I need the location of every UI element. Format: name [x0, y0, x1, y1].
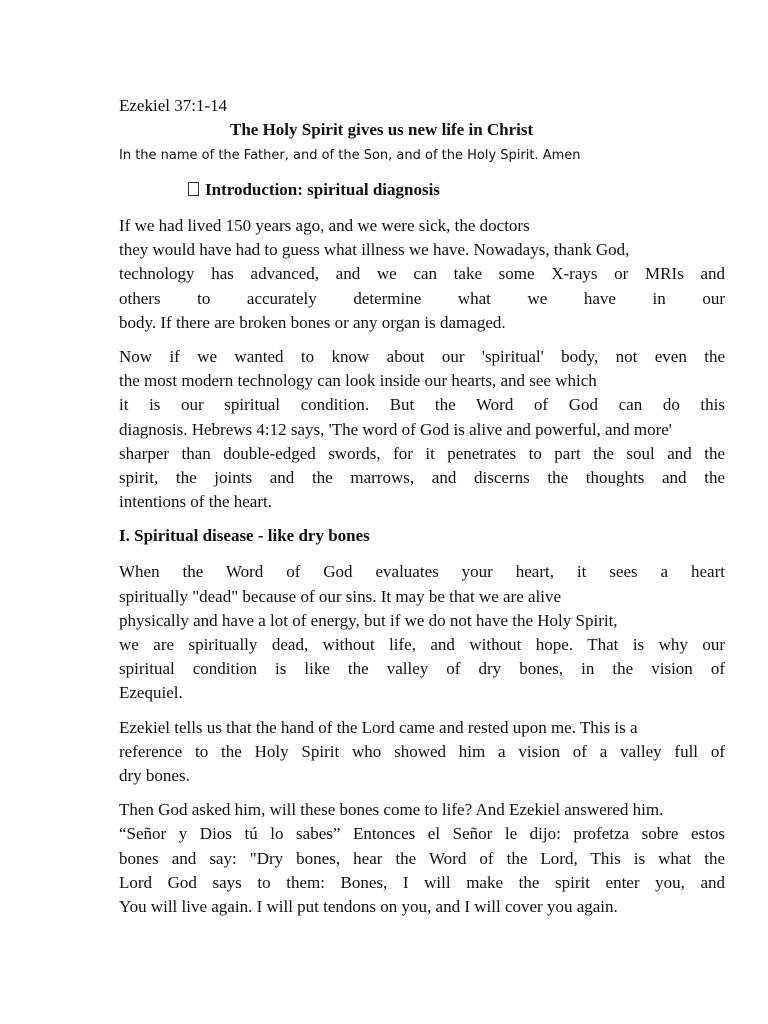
text-line: physically and have a lot of energy, but if we do not have the Holy Spirit,	[119, 610, 618, 630]
text-line: If we had lived 150 years ago, and we were sick, the doctors	[119, 216, 530, 235]
text-line: Now if we wanted to know about our 'spiritual' body, not even the	[119, 347, 725, 367]
paragraph	[119, 716, 725, 789]
sermon-title: The Holy Spirit gives us new life in Christ	[230, 120, 534, 139]
text-line: diagnosis. Hebrews 4:12 says, 'The word of God is alive and powerful, and more'	[119, 419, 672, 439]
text-line: Ezekiel tells us that the hand of the Lord came and rested upon me. This is a	[119, 717, 638, 737]
text-line: it is our spiritual condition. But the Word of God can do this	[119, 395, 725, 415]
text-line: “Señor y Dios tú lo sabes” Entonces el Señor le dijo: profetza sobre estos	[119, 824, 725, 844]
text-line: Ezequiel.	[119, 683, 183, 703]
text-line: Lord God says to them: Bones, I will make the spirit enter you, and	[119, 872, 725, 892]
scripture-reference: Ezekiel 37:1-14	[119, 96, 228, 115]
text-line: Then God asked him, will these bones come to life? And Ezekiel answered him.	[119, 800, 664, 820]
text-line: body. If there are broken bones or any organ is damaged.	[119, 312, 506, 332]
text-line: we are spiritually dead, without life, and without hope. That is why our	[119, 635, 725, 655]
text-line: they would have had to guess what illness we have. Nowadays, thank God,	[119, 240, 630, 260]
text-line: You will live again. I will put tendons on you, and I will cover you again.	[119, 897, 618, 917]
paragraph	[119, 798, 725, 919]
text-line: sharper than double-edged swords, for it penetrates to part the soul and the	[119, 443, 725, 463]
text-line: spiritual condition is like the valley of dry bones, in the vision of	[119, 659, 725, 679]
section1-body	[119, 560, 725, 919]
intro-heading-text: Introduction: spiritual diagnosis	[205, 180, 440, 199]
text-line: technology has advanced, and we can take some X-rays or MRIs and	[119, 264, 725, 284]
text-line: intentions of the heart.	[119, 492, 272, 512]
text-line: dry bones.	[119, 766, 190, 786]
text-line: When the Word of God evaluates your heart, it sees a heart	[119, 562, 725, 582]
document-page	[119, 94, 725, 929]
invocation: In the name of the Father, and of the Son, and of the Holy Spirit. Amen	[119, 148, 581, 163]
intro-heading	[119, 178, 725, 202]
intro-section	[119, 214, 725, 514]
paragraph	[119, 345, 725, 514]
text-line: spirit, the joints and the marrows, and discerns the thoughts and the	[119, 468, 725, 488]
text-line: spiritually "dead" because of our sins. It may be that we are alive	[119, 586, 562, 606]
section1-heading: I. Spiritual disease - like dry bones	[119, 526, 370, 546]
text-line: others to accurately determine what we have in our	[119, 288, 725, 308]
text-line: reference to the Holy Spirit who showed him a vision of a valley full of	[119, 741, 725, 761]
checkbox-glyph-icon	[188, 182, 199, 196]
text-line: the most modern technology can look inside our hearts, and see which	[119, 371, 597, 391]
paragraph	[119, 214, 725, 335]
text-line: bones and say: "Dry bones, hear the Word of the Lord, This is what the	[119, 848, 725, 868]
paragraph	[119, 560, 725, 705]
